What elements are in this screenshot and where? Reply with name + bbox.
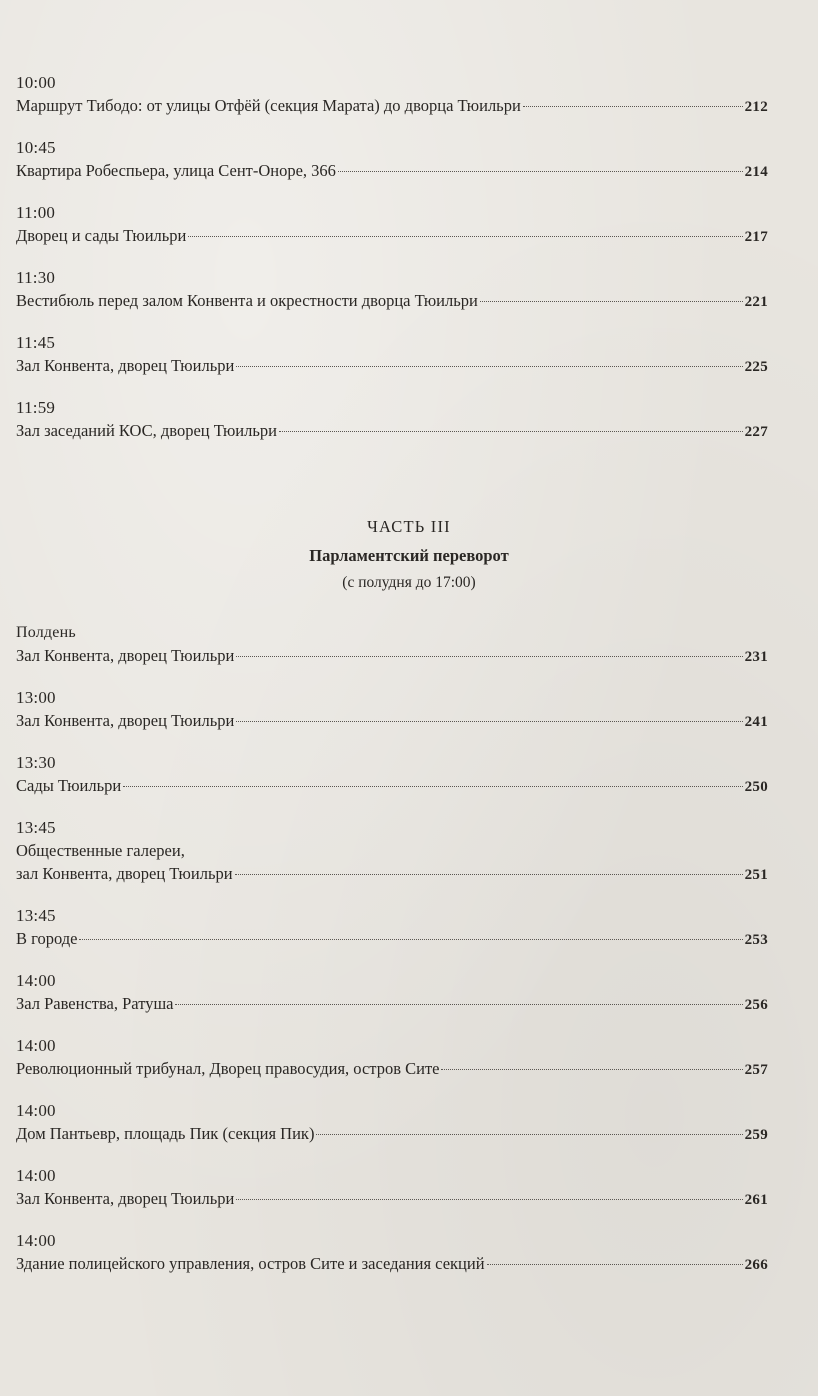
toc-entry[interactable] [16, 1230, 768, 1275]
entry-title-line1: Общественные галереи, [16, 841, 185, 860]
toc-entry[interactable] [16, 905, 768, 950]
entry-line [16, 159, 768, 182]
toc-entry[interactable] [16, 687, 768, 732]
entry-line [16, 709, 768, 732]
entry-title: Зал Равенства, Ратуша [16, 994, 174, 1013]
entry-time: 13:00 [16, 688, 56, 707]
entry-title: Квартира Робеспьера, улица Сент-Оноре, 366 [16, 161, 336, 180]
entry-time: 11:30 [16, 268, 56, 287]
page-number: 225 [744, 359, 768, 375]
toc-entry[interactable] [16, 267, 768, 312]
part-title: Парламентский переворот [309, 546, 509, 565]
entry-line [16, 1252, 768, 1275]
page-number: 217 [744, 229, 768, 245]
entry-time: 11:00 [16, 203, 56, 222]
toc-entry[interactable] [16, 1165, 768, 1210]
entry-time: 14:00 [16, 1231, 56, 1250]
dot-leader [338, 171, 743, 172]
entry-time: 10:45 [16, 138, 56, 157]
entry-line [16, 94, 768, 117]
dot-leader [236, 1199, 742, 1200]
dot-leader [279, 431, 743, 432]
entry-line [16, 289, 768, 312]
toc-entry[interactable] [16, 970, 768, 1015]
entry-time: Полдень [16, 624, 76, 641]
entry-line [16, 1057, 768, 1080]
entry-time: 13:30 [16, 753, 56, 772]
toc-section-part2-tail [16, 72, 768, 442]
dot-leader [236, 656, 742, 657]
part-heading [0, 516, 818, 594]
dot-leader [441, 1069, 742, 1070]
entry-time: 13:45 [16, 906, 56, 925]
dot-leader [236, 721, 742, 722]
dot-leader [175, 1004, 742, 1005]
page-number: 259 [744, 1127, 768, 1143]
dot-leader [235, 874, 743, 875]
page-number: 253 [744, 932, 768, 948]
entry-line [16, 774, 768, 797]
entry-time: 14:00 [16, 1166, 56, 1185]
part-subtitle: (с полудня до 17:00) [342, 574, 476, 591]
dot-leader [123, 786, 742, 787]
entry-title: Сады Тюильри [16, 776, 122, 795]
page-number: 256 [744, 997, 768, 1013]
entry-title: Зал Конвента, дворец Тюильри [16, 356, 235, 375]
entry-time: 14:00 [16, 971, 56, 990]
entry-title: Зал Конвента, дворец Тюильри [16, 1189, 235, 1208]
entry-title: Зал Конвента, дворец Тюильри [16, 646, 235, 665]
part-label: ЧАСТЬ III [367, 517, 451, 536]
toc-entry[interactable] [16, 332, 768, 377]
entry-title: Маршрут Тибодо: от улицы Отфёй (секция Марата) до дворца Тюильри [16, 96, 521, 115]
entry-line [16, 224, 768, 247]
entry-line [16, 862, 768, 885]
page-number: 266 [744, 1257, 768, 1273]
dot-leader [79, 939, 742, 940]
page-number: 251 [744, 867, 768, 883]
page-number: 241 [744, 714, 768, 730]
toc-section-part3 [16, 622, 768, 1275]
entry-time: 11:59 [16, 398, 56, 417]
dot-leader [480, 301, 743, 302]
page-number: 250 [744, 779, 768, 795]
entry-time: 14:00 [16, 1101, 56, 1120]
page-number: 212 [744, 99, 768, 115]
toc-entry[interactable] [16, 137, 768, 182]
dot-leader [487, 1264, 743, 1265]
entry-line [16, 354, 768, 377]
entry-title: Вестибюль перед залом Конвента и окрестности дворца Тюильри [16, 291, 478, 310]
toc-entry[interactable] [16, 817, 768, 885]
toc-entry[interactable] [16, 72, 768, 117]
toc-entry[interactable] [16, 1035, 768, 1080]
page-number: 214 [744, 164, 768, 180]
dot-leader [188, 236, 742, 237]
entry-title: В городе [16, 929, 78, 948]
page-number: 221 [744, 294, 768, 310]
dot-leader [236, 366, 742, 367]
entry-title: Дворец и сады Тюильри [16, 226, 187, 245]
toc-entry[interactable] [16, 1100, 768, 1145]
entry-title: Дом Пантьевр, площадь Пик (секция Пик) [16, 1124, 315, 1143]
entry-title: Здание полицейского управления, остров Сите и заседания секций [16, 1254, 485, 1273]
entry-time: 13:45 [16, 818, 56, 837]
dot-leader [316, 1134, 742, 1135]
entry-line [16, 1122, 768, 1145]
entry-time: 14:00 [16, 1036, 56, 1055]
toc-entry[interactable] [16, 397, 768, 442]
entry-line [16, 992, 768, 1015]
entry-time: 11:45 [16, 333, 56, 352]
entry-title: Революционный трибунал, Дворец правосудия, остров Сите [16, 1059, 440, 1078]
entry-time: 10:00 [16, 73, 56, 92]
entry-line [16, 927, 768, 950]
entry-title: Зал заседаний КОС, дворец Тюильри [16, 421, 277, 440]
entry-line [16, 1187, 768, 1210]
page-number: 231 [744, 649, 768, 665]
entry-line [16, 419, 768, 442]
entry-title: Зал Конвента, дворец Тюильри [16, 711, 235, 730]
entry-line [16, 644, 768, 667]
toc-entry[interactable] [16, 622, 768, 667]
toc-entry[interactable] [16, 202, 768, 247]
page-number: 261 [744, 1192, 768, 1208]
toc-entry[interactable] [16, 752, 768, 797]
page-number: 227 [744, 424, 768, 440]
page-number: 257 [744, 1062, 768, 1078]
dot-leader [523, 106, 743, 107]
entry-title: зал Конвента, дворец Тюильри [16, 864, 233, 883]
